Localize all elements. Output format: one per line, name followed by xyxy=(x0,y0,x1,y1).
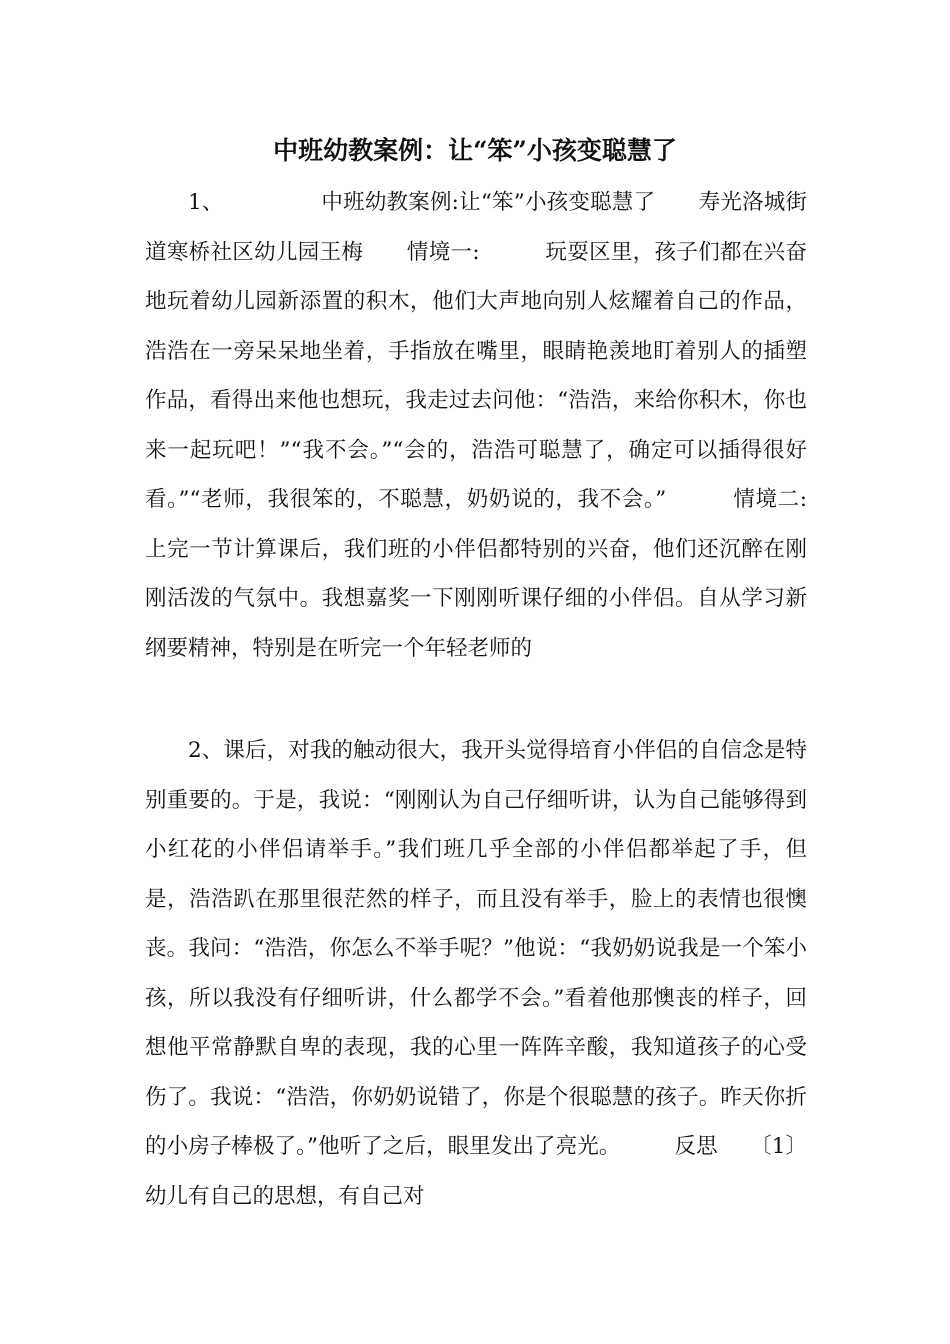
document-title: 中班幼教案例：让“笨”小孩变聪慧了 xyxy=(273,136,677,165)
paragraph-2: 2、课后，对我的触动很大，我开头觉得培育小伴侣的自信念是特别重要的。于是，我说：“刚刚认为自己仔细听讲，认为自己能够得到小红花的小伴侣请举手。”我们班几乎全部的小伴侣都举起了手，但是，浩浩趴在那里很茫然的样子，而且没有举手，脸上的表情也很懊丧。我问：“浩浩，你怎么不举手呢？”他说：“我奶奶说我是一个笨小孩，所以我没有仔细听讲，什么都学不会。”看着他那懊丧的样子，回想他平常静默自卑的表现，我的心里一阵阵辛酸，我知道孩子的心受伤了。我说：“浩浩，你奶奶说错了，你是个很聪慧的孩子。昨天你折的小房子棒极了。”他听了之后，眼里发出了亮光。 反思 〔1〕幼儿有自己的思想，有自己对 xyxy=(145,738,807,1209)
paragraph-1: 1、 中班幼教案例:让“笨”小孩变聪慧了 寿光洛城街道寒桥社区幼儿园王梅 情境一: 玩耍区里，孩子们都在兴奋地玩着幼儿园新添置的积木，他们大声地向别人炫耀着自己的作品，浩浩在一旁呆呆地坐着，手指放在嘴里，眼睛艳羡地盯着别人的插塑作品，看得出来他也想玩，我走过去问他：“浩浩，来给你积木，你也来一起玩吧！”“我不会。”“会的，浩浩可聪慧了，确定可以插得很好看。”“老师，我很笨的，不聪慧，奶奶说的，我不会。” 情境二: 上完一节计算课后，我们班的小伴侣都特别的兴奋，他们还沉醉在刚刚活泼的气氛中。我想嘉奖一下刚刚听课仔细的小伴侣。自从学习新纲要精神，特别是在听完一个年轻老师的 xyxy=(145,190,872,661)
